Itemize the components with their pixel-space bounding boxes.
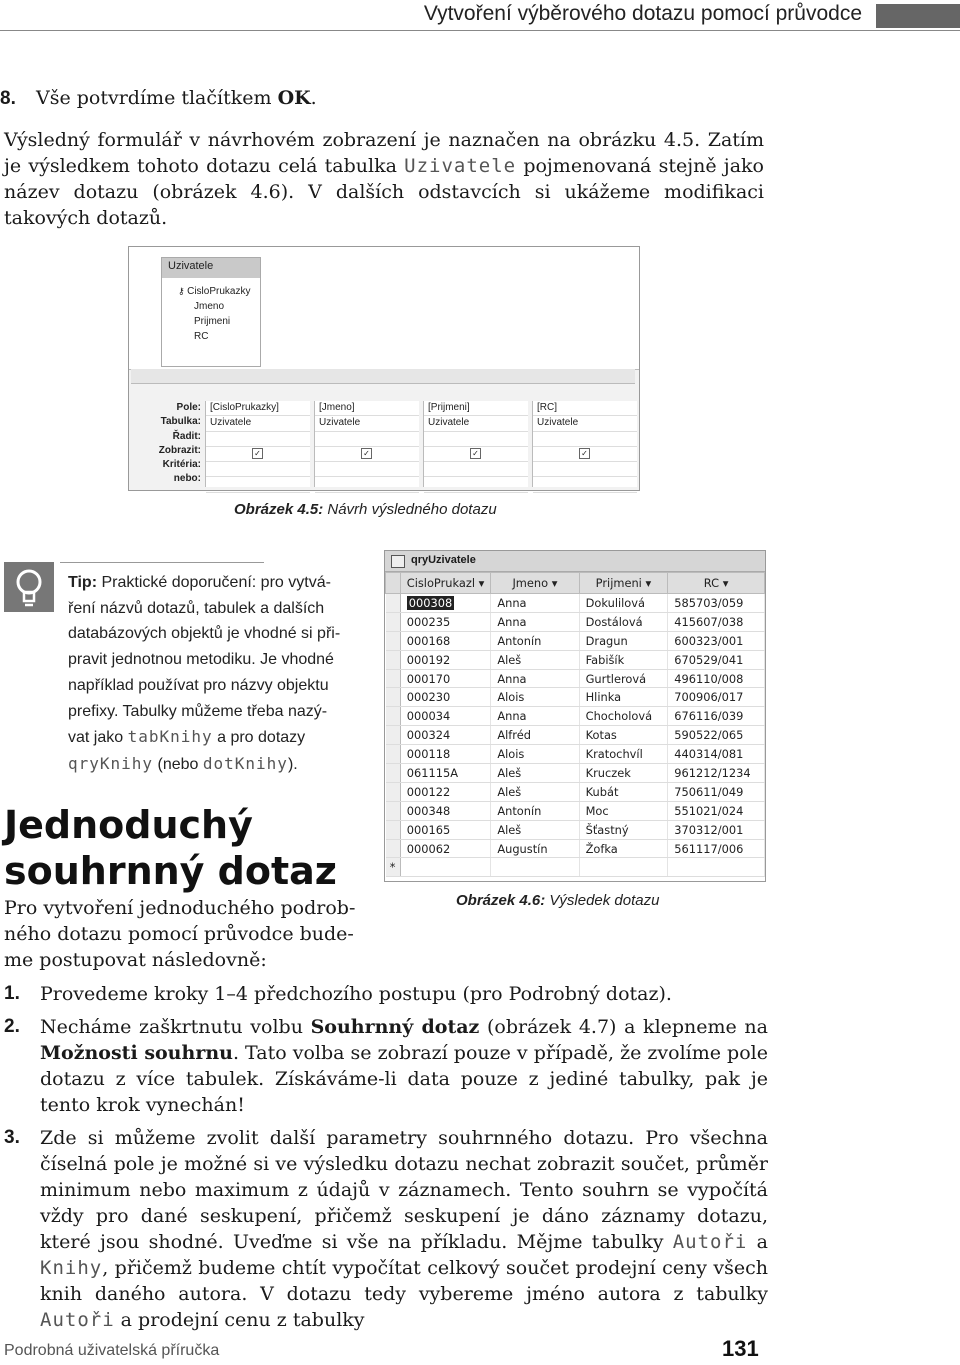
or-cell[interactable] — [315, 477, 419, 492]
button-moznosti-souhrnu: Možnosti souhrnu — [40, 1042, 233, 1064]
field-cell[interactable]: [Jmeno] — [315, 401, 419, 416]
row-selector[interactable] — [386, 650, 401, 669]
table-row[interactable] — [386, 745, 765, 764]
table-cell[interactable]: Šťastný — [579, 820, 668, 839]
code-autori: Autoři — [672, 1231, 748, 1253]
code-dotknihy: dotKnihy — [202, 753, 288, 773]
table-cell[interactable]: Alfréd — [491, 726, 579, 745]
row-selector[interactable] — [386, 745, 401, 764]
design-grid — [129, 399, 639, 489]
table-cell[interactable]: Anna — [491, 594, 579, 613]
step-2-number: 2. — [4, 1016, 20, 1037]
row-selector[interactable] — [386, 688, 401, 707]
dropdown-arrow-icon[interactable]: ▾ — [551, 576, 558, 590]
show-cell — [315, 447, 419, 462]
dropdown-arrow-icon[interactable]: ▾ — [645, 576, 652, 590]
field-item[interactable]: Jmeno — [194, 301, 225, 312]
table-cell[interactable]: 000122 — [400, 782, 491, 801]
table-cell[interactable] — [491, 858, 579, 877]
criteria-cell[interactable] — [206, 462, 310, 477]
horizontal-scrollbar[interactable] — [131, 369, 635, 384]
field-list-uzivatele — [161, 257, 261, 367]
row-selector[interactable] — [386, 820, 401, 839]
table-cell[interactable]: Aleš — [491, 650, 579, 669]
table-cell[interactable]: Aleš — [491, 820, 579, 839]
code-tabknihy: tabKnihy — [127, 727, 213, 747]
table-row[interactable] — [386, 726, 765, 745]
figure-4-6-caption: Obrázek 4.6: Výsledek dotazu — [456, 892, 660, 909]
table-cell[interactable]: Anna — [491, 707, 579, 726]
select-all-corner[interactable] — [386, 573, 401, 594]
table-row[interactable] — [386, 839, 765, 858]
figure-query-design — [128, 246, 640, 491]
show-cell — [206, 447, 310, 462]
show-checkbox[interactable]: ✓ — [579, 448, 590, 459]
table-cell[interactable]: 370312/001 — [668, 820, 765, 839]
table-row[interactable] — [386, 801, 765, 820]
table-cell[interactable]: Moc — [579, 801, 668, 820]
tab-qryuzivatele[interactable]: qryUzivatele — [385, 551, 765, 572]
tip-text: Tip: Praktické doporučení: pro vytvá- ření názvů dotazů, tabulek a dalších databázových objektů je vhodné si při- pravit jednotnou metodiku. Je vhodné například používat pro názvy objektu prefixy. Tabulky můžeme třeba nazý- vat jako tabKnihy a pro dotazy qryKnihy (nebo dotKnihy). — [68, 574, 341, 773]
table-cell[interactable]: 000062 — [400, 839, 491, 858]
or-cell[interactable] — [206, 477, 310, 492]
table-cell[interactable]: Antonín — [491, 801, 579, 820]
grid-column — [423, 401, 528, 487]
grid-column — [314, 401, 419, 487]
table-cell[interactable]: 000348 — [400, 801, 491, 820]
datasheet — [385, 572, 765, 877]
row-label: nebo: — [173, 473, 201, 485]
step-3 — [4, 1125, 768, 1331]
figure-query-result — [384, 550, 766, 882]
table-cell[interactable]: 000235 — [400, 612, 491, 631]
show-cell — [424, 447, 528, 462]
step-3-text: Zde si můžeme zvolit další parametry souhrnného dotazu. Pro všechna číselná pole je možné si ve výsledku dotazu nechat zobrazit součet, průměr minimum nebo maximum z údajů v záznamech. Tento souhrn se vypočítá vždy pro dané seskupení, přičemž seskupení je dáno záznamy dotazu, které jsou shodné. Uveďme si vše na příkladu. Mějme tabulky Autoři a Knihy, přičemž budeme chtít vypočítat celkový součet prodejní ceny všech knih daného autora. V dotazu tedy vybereme jméno autora z tabulky Autoři a prodejní cenu z tabulky — [40, 1127, 768, 1331]
running-header — [0, 0, 960, 30]
table-row[interactable] — [386, 594, 765, 613]
code-qryknihy: qryKnihy — [68, 753, 154, 773]
table-cell[interactable]: Alois — [491, 688, 579, 707]
tip-label: Tip: — [68, 574, 98, 591]
table-cell[interactable]: 590522/065 — [668, 726, 765, 745]
column-header[interactable]: Prijmeni ▾ — [579, 573, 668, 594]
sort-cell[interactable] — [206, 432, 310, 447]
table-row[interactable] — [386, 707, 765, 726]
table-cell[interactable]: 700906/017 — [668, 688, 765, 707]
table-cell[interactable]: Dokulilová — [579, 594, 668, 613]
table-cell[interactable]: Žofka — [579, 839, 668, 858]
criteria-cell[interactable] — [315, 462, 419, 477]
row-label: Pole: — [176, 402, 201, 413]
tip-rule — [60, 562, 264, 563]
or-cell[interactable] — [424, 477, 528, 492]
step-8-number: 8. — [0, 88, 16, 109]
table-cell[interactable]: Aleš — [491, 782, 579, 801]
ok-label: OK — [277, 87, 311, 109]
table-row[interactable] — [386, 650, 765, 669]
sort-cell[interactable] — [533, 432, 637, 447]
column-header[interactable]: CisloPrukazl ▾ — [400, 573, 491, 594]
table-cell[interactable] — [400, 858, 491, 877]
table-cell[interactable]: 676116/039 — [668, 707, 765, 726]
field-cell[interactable]: [RC] — [533, 401, 637, 416]
step-1-number: 1. — [4, 983, 20, 1004]
table-cell[interactable]: 000034 — [400, 707, 491, 726]
or-cell[interactable] — [533, 477, 637, 492]
column-header[interactable]: RC ▾ — [668, 573, 765, 594]
row-selector[interactable] — [386, 612, 401, 631]
option-souhrnny-dotaz: Souhrnný dotaz — [310, 1016, 480, 1038]
table-cell[interactable]: 561117/006 — [668, 839, 765, 858]
row-selector[interactable] — [386, 594, 401, 613]
query-icon — [391, 555, 405, 568]
table-cell[interactable]: 000192 — [400, 650, 491, 669]
row-selector[interactable] — [386, 764, 401, 783]
row-selector[interactable] — [386, 782, 401, 801]
header-title: Vytvoření výběrového dotazu pomocí průvodce — [423, 2, 862, 25]
section-heading: Jednoduchý souhrnný dotaz — [4, 803, 337, 893]
step-8-text: Vše potvrdíme tlačítkem OK. — [36, 87, 317, 109]
table-cell[interactable]: Anna — [491, 669, 579, 688]
datasheet-body — [386, 594, 765, 877]
step-1 — [4, 981, 768, 1011]
table-cell[interactable]: Dragun — [579, 631, 668, 650]
field-cell[interactable]: [Prijmeni] — [424, 401, 528, 416]
table-cell[interactable]: 000118 — [400, 745, 491, 764]
step-2 — [4, 1014, 768, 1118]
sort-cell[interactable] — [424, 432, 528, 447]
code-knihy: Knihy — [40, 1257, 103, 1279]
criteria-cell[interactable] — [424, 462, 528, 477]
step-3-number: 3. — [4, 1127, 20, 1148]
table-cell[interactable]: Kubát — [579, 782, 668, 801]
figure-4-5-caption: Obrázek 4.5: Návrh výsledného dotazu — [234, 501, 497, 518]
header-row — [386, 573, 765, 594]
table-cell[interactable]: 551021/024 — [668, 801, 765, 820]
new-record-marker: * — [386, 858, 401, 877]
dropdown-arrow-icon[interactable]: ▾ — [722, 576, 729, 590]
table-cell[interactable]: 000308 — [400, 594, 491, 613]
grid-column — [532, 401, 637, 487]
table-cell[interactable]: Kruczek — [579, 764, 668, 783]
table-row[interactable] — [386, 764, 765, 783]
table-cell[interactable]: 000165 — [400, 820, 491, 839]
table-cell[interactable]: Fabišík — [579, 650, 668, 669]
table-cell[interactable]: 000168 — [400, 631, 491, 650]
table-cell[interactable]: Chocholová — [579, 707, 668, 726]
header-rule — [0, 30, 960, 31]
table-cell[interactable]: 961212/1234 — [668, 764, 765, 783]
code-uzivatele: Uzivatele — [404, 155, 517, 177]
key-icon: ⚷ — [178, 286, 188, 296]
grid-row-labels — [129, 401, 201, 487]
dropdown-arrow-icon[interactable]: ▾ — [478, 576, 485, 590]
table-cell[interactable]: Uzivatele — [424, 416, 528, 431]
row-selector[interactable] — [386, 707, 401, 726]
table-cell[interactable]: 440314/081 — [668, 745, 765, 764]
row-label: Kritéria: — [162, 459, 201, 471]
table-cell[interactable] — [668, 858, 765, 877]
table-cell[interactable] — [579, 858, 668, 877]
header-block — [876, 4, 960, 28]
table-cell[interactable]: 000324 — [400, 726, 491, 745]
table-cell[interactable]: Hlinka — [579, 688, 668, 707]
field-item[interactable]: ⚷ CisloPrukazky — [178, 286, 251, 297]
section-intro: Pro vytvoření jednoduchého podrob- ného dotazu pomocí průvodce bude- me postupovat následovně: — [4, 897, 356, 971]
field-list-title: Uzivatele — [162, 258, 260, 278]
table-cell[interactable]: Antonín — [491, 631, 579, 650]
table-cell[interactable]: 415607/038 — [668, 612, 765, 631]
table-row[interactable] — [386, 820, 765, 839]
criteria-cell[interactable] — [533, 462, 637, 477]
table-area — [129, 247, 639, 370]
table-row[interactable] — [386, 631, 765, 650]
table-cell[interactable]: 061115A — [400, 764, 491, 783]
table-cell[interactable]: 585703/059 — [668, 594, 765, 613]
table-cell[interactable]: Dostálová — [579, 612, 668, 631]
table-cell[interactable]: 600323/001 — [668, 631, 765, 650]
table-cell[interactable]: Alois — [491, 745, 579, 764]
grid-column — [205, 401, 310, 487]
row-selector[interactable] — [386, 669, 401, 688]
show-checkbox[interactable]: ✓ — [361, 448, 372, 459]
column-header[interactable]: Jmeno ▾ — [491, 573, 579, 594]
field-item[interactable]: Prijmeni — [194, 316, 231, 327]
show-checkbox[interactable]: ✓ — [252, 448, 263, 459]
table-cell[interactable]: Kratochvíl — [579, 745, 668, 764]
row-selector[interactable] — [386, 839, 401, 858]
row-label: Řadit: — [172, 430, 201, 442]
new-record-row[interactable] — [386, 858, 765, 877]
show-checkbox[interactable]: ✓ — [470, 448, 481, 459]
table-cell[interactable]: 496110/008 — [668, 669, 765, 688]
table-row[interactable] — [386, 669, 765, 688]
sort-cell[interactable] — [315, 432, 419, 447]
table-cell[interactable]: Uzivatele — [533, 416, 637, 431]
page-number: 131 — [722, 1336, 759, 1361]
table-cell[interactable]: 000170 — [400, 669, 491, 688]
row-selector[interactable] — [386, 631, 401, 650]
field-item[interactable]: RC — [194, 331, 209, 342]
row-selector[interactable] — [386, 726, 401, 745]
row-selector[interactable] — [386, 801, 401, 820]
table-cell[interactable]: Gurtlerová — [579, 669, 668, 688]
row-label: Zobrazit: — [158, 444, 201, 456]
table-cell[interactable]: Kotas — [579, 726, 668, 745]
table-cell[interactable]: Uzivatele — [206, 416, 310, 431]
table-cell[interactable]: Aleš — [491, 764, 579, 783]
row-label: Tabulka: — [160, 416, 201, 428]
table-cell[interactable]: 000230 — [400, 688, 491, 707]
lightbulb-icon — [4, 562, 54, 612]
table-row[interactable] — [386, 612, 765, 631]
field-cell[interactable]: [CisloPrukazky] — [206, 401, 310, 416]
table-cell[interactable]: Augustín — [491, 839, 579, 858]
table-cell[interactable]: Uzivatele — [315, 416, 419, 431]
table-cell[interactable]: 750611/049 — [668, 782, 765, 801]
table-row[interactable] — [386, 782, 765, 801]
table-cell[interactable]: Anna — [491, 612, 579, 631]
footer-book-title: Podrobná uživatelská příručka — [4, 1342, 220, 1359]
table-cell[interactable]: 670529/041 — [668, 650, 765, 669]
show-cell — [533, 447, 637, 462]
code-autori: Autoři — [40, 1309, 115, 1331]
table-row[interactable] — [386, 688, 765, 707]
step-8 — [0, 85, 764, 112]
step-1-text: Provedeme kroky 1–4 předchozího postupu (pro Podrobný dotaz). — [40, 983, 672, 1005]
step-2-text: Necháme zaškrtnutu volbu Souhrnný dotaz (obrázek 4.7) a klepneme na Možnosti souhrnu. Tato volba se zobrazí pouze v případě, že zvolíme pole dotazu z více tabulek. Získáváme-li data pouze z jediné tabulky, pak je tento krok vynechán! — [40, 1016, 768, 1116]
intro-paragraph: Výsledný formulář v návrhovém zobrazení je naznačen na obrázku 4.5. Zatím je výsledkem tohoto dotazu celá tabulka Uzivatele pojmenovaná stejně jako název dotazu (obrázek 4.6). V dalších odstavcích si ukážeme modifikaci takových dotazů. — [4, 129, 764, 229]
